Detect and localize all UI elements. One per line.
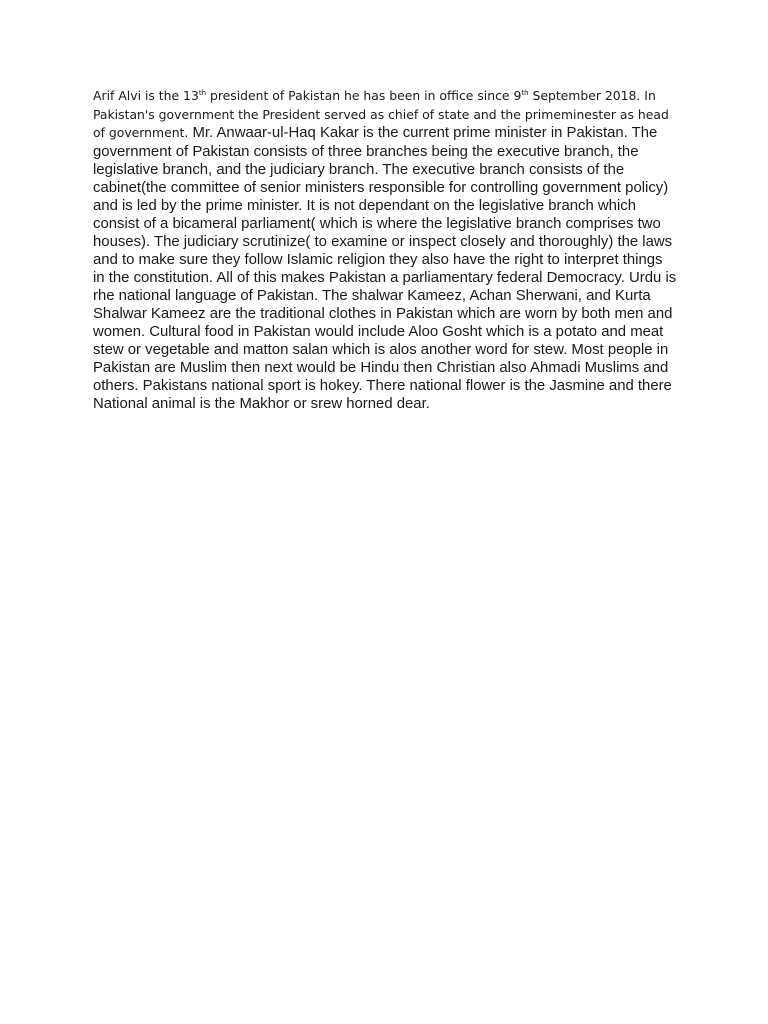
intro-part-2: president of Pakistan he has been in office since 9 — [206, 88, 522, 103]
main-text: Mr. Anwaar-ul-Haq Kakar is the current prime minister in Pakistan. The government of Pakistan consists of three branches being the executive branch, the legislative branch, and the judiciary branch. The executive branch consists of the cabinet(the committee of senior ministers responsible for controlling government policy) and is led by the prime minister. It is not dependant on the legislative branch which consist of a bicameral parliament( which is where the legislative branch comprises two houses). The judiciary scrutinize( to examine or inspect closely and thoroughly) the laws and to make sure they follow Islamic religion they also have the right to interpret things in the constitution. All of this makes Pakistan a parliamentary federal Democracy. Urdu is rhe national language of Pakistan. The shalwar Kameez, Achan Sherwani, and Kurta Shalwar Kameez are the traditional clothes in Pakistan which are worn by both men and women. Cultural food in Pakistan would include Aloo Gosht which is a potato and meat stew or vegetable and matton salan which is alos another word for stew. Most people in Pakistan are Muslim then next would be Hindu then Christian also Ahmadi Muslims and others. Pakistans national sport is hokey. There national flower is the Jasmine and there National animal is the Makhor or srew horned dear. — [93, 125, 677, 412]
ordinal-suffix-1: th — [198, 88, 207, 97]
intro-part-1: Arif Alvi is the 13 — [93, 88, 199, 103]
intro-part-3: September 2018. In Pakistan's government the President served as chief of state and the primeminester as head of government. — [93, 88, 669, 140]
ordinal-suffix-2: th — [521, 88, 529, 97]
body-paragraph — [93, 87, 678, 413]
